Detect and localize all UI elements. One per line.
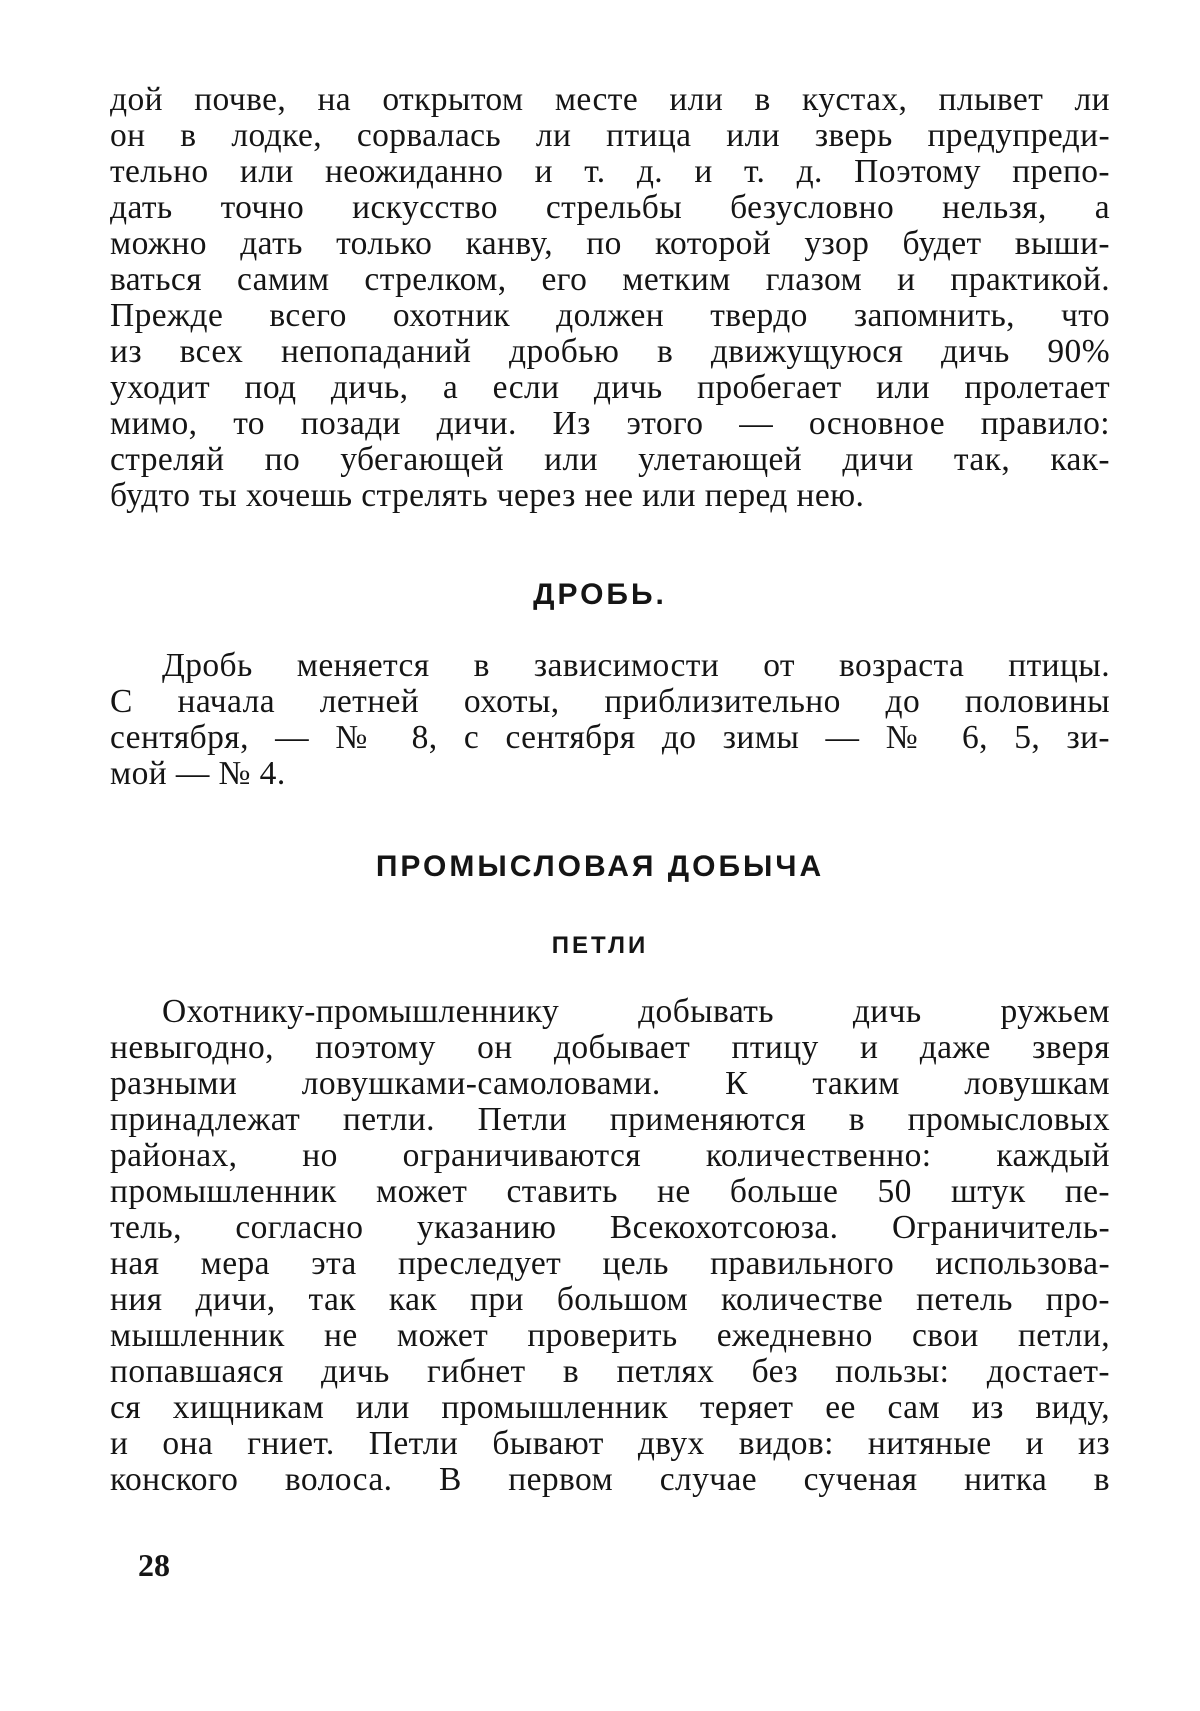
text-line: ваться самим стрелком, его метким глазом и практикой. <box>110 261 1110 298</box>
text-line: промышленник может ставить не больше 50 штук пе- <box>110 1173 1110 1210</box>
text-line: невыгодно, поэтому он добывает птицу и даже зверя <box>110 1029 1110 1066</box>
text-line: Прежде всего охотник должен твердо запомнить, что <box>110 297 1110 334</box>
text-line: С начала летней охоты, приблизительно до половины <box>110 683 1110 720</box>
text-line: и она гниет. Петли бывают двух видов: нитяные и из <box>110 1425 1110 1462</box>
page-number: 28 <box>138 1547 170 1583</box>
text-line: Охотнику-промышленнику добывать дичь ружьем <box>162 993 1110 1030</box>
text-line: принадлежат петли. Петли применяются в промысловых <box>110 1101 1110 1138</box>
text-line: тель, согласно указанию Всекохотсоюза. Ограничитель- <box>110 1209 1110 1246</box>
section-heading-promysel: ПРОМЫСЛОВАЯ ДОБЫЧА <box>375 850 825 883</box>
text-line: из всех непопаданий дробью в движущуюся дичь 90% <box>110 333 1110 370</box>
text-line: стреляй по убегающей или улетающей дичи так, как- <box>110 441 1110 478</box>
text-line: дать точно искусство стрельбы безусловно нельзя, а <box>110 189 1110 226</box>
text-line: мой — № 4. <box>110 755 286 792</box>
text-line: сентября, — № 8, с сентября до зимы — № 6, 5, зи- <box>110 719 1110 756</box>
text-line: мышленник не может проверить ежедневно свои петли, <box>110 1317 1110 1354</box>
text-line: разными ловушками-самоловами. К таким ловушкам <box>110 1065 1110 1102</box>
text-line: можно дать только канву, по которой узор будет выши- <box>110 225 1110 262</box>
text-line: ная мера эта преследует цель правильного использова- <box>110 1245 1110 1282</box>
text-line: тельно или неожиданно и т. д. и т. д. Поэтому препо- <box>110 153 1110 190</box>
subsection-heading-petli: ПЕТЛИ <box>551 932 649 959</box>
text-line: районах, но ограничиваются количественно: каждый <box>110 1137 1110 1174</box>
text-line: дой почве, на открытом месте или в кустах, плывет ли <box>110 81 1110 118</box>
text-line: он в лодке, сорвалась ли птица или зверь предупреди- <box>110 117 1110 154</box>
section-heading-drob: ДРОБЬ. <box>533 578 667 611</box>
text-line: Дробь меняется в зависимости от возраста птицы. <box>162 647 1110 684</box>
text-line: ния дичи, так как при большом количестве петель про- <box>110 1281 1110 1318</box>
text-line: попавшаяся дичь гибнет в петлях без пользы: достает- <box>110 1353 1110 1390</box>
text-line: будто ты хочешь стрелять через нее или перед нею. <box>110 477 865 514</box>
text-line: ся хищникам или промышленник теряет ее сам из виду, <box>110 1389 1110 1426</box>
text-line: уходит под дичь, а если дичь пробегает или пролетает <box>110 369 1110 406</box>
text-line: мимо, то позади дичи. Из этого — основное правило: <box>110 405 1110 442</box>
text-line: конского волоса. В первом случае сученая нитка в <box>110 1461 1110 1498</box>
